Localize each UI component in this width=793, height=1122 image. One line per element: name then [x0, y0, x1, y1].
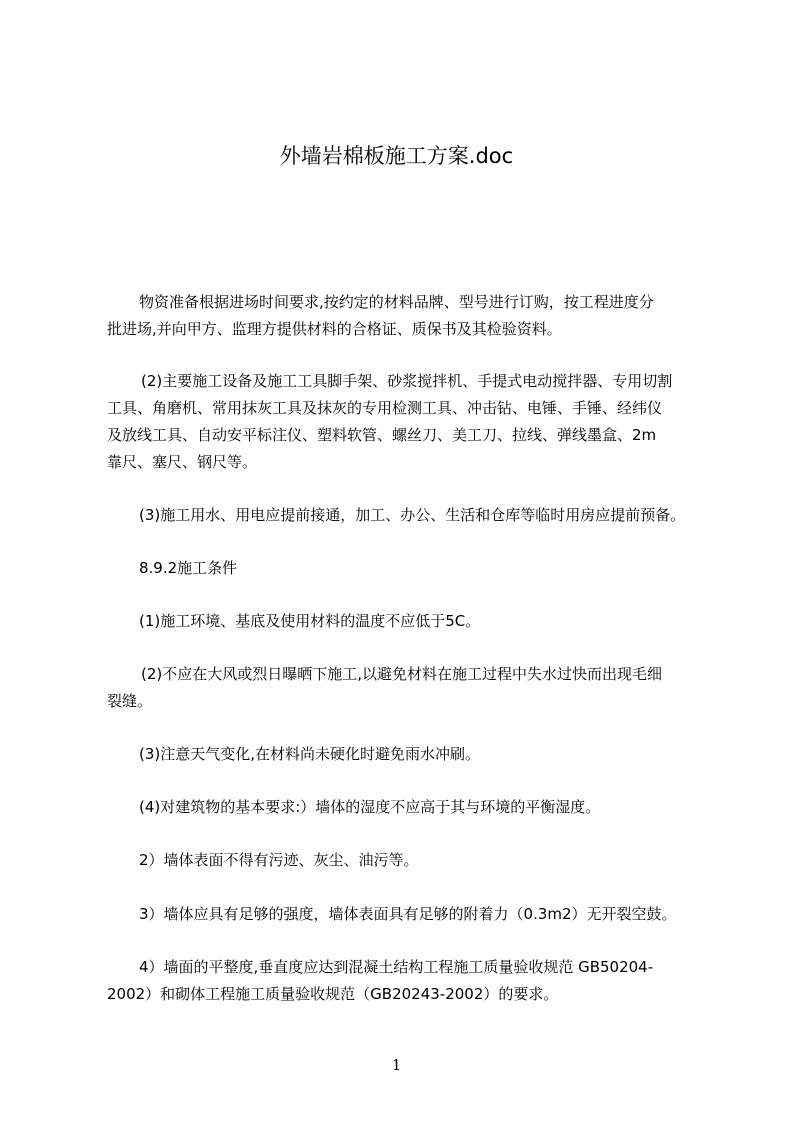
- paragraph-line: 工具、角磨机、常用抹灰工具及抹灰的专用检测工具、冲击钻、电锤、手锤、经纬仪: [107, 399, 663, 417]
- paragraph-line: 2）墙体表面不得有污迹、灰尘、油污等。: [139, 851, 419, 869]
- paragraph-line: (2)主要施工设备及施工工具脚手架、砂浆搅拌机、手提式电动搅拌器、专用切割: [141, 372, 673, 390]
- paragraph-line: 裂缝。: [107, 692, 153, 710]
- paragraph-line: 4）墙面的平整度,垂直度应达到混凝土结构工程施工质量验收规范 GB50204-: [139, 958, 654, 976]
- paragraph-line: (2)不应在大风或烈日曝晒下施工,以避免材料在施工过程中失水过快而出现毛细: [141, 665, 663, 683]
- document-title: 外墙岩棉板施工方案.doc: [279, 144, 514, 168]
- paragraph-line: (3)注意天气变化,在材料尚未硬化时避免雨水冲刷。: [139, 745, 481, 763]
- page-number: 1: [391, 1056, 402, 1074]
- paragraph-line: 靠尺、塞尺、钢尺等。: [107, 453, 258, 471]
- paragraph-line: 物资准备根据进场时间要求,按约定的材料品牌、型号进行订购，按工程进度分: [139, 293, 654, 311]
- paragraph-line: 及放线工具、自动安平标注仪、塑料软管、螺丝刀、美工刀、拉线、弹线墨盒、2m: [107, 426, 657, 444]
- paragraph-line: 批进场,并向甲方、监理方提供材料的合格证、质保书及其检验资料。: [107, 320, 562, 338]
- paragraph-line: (4)对建筑物的基本要求:）墙体的湿度不应高于其与环境的平衡湿度。: [139, 798, 601, 816]
- paragraph-line: 2002）和砌体工程施工质量验收规范（GB20243-2002）的要求。: [107, 985, 559, 1003]
- paragraph-line: 3）墙体应具有足够的强度，墙体表面具有足够的附着力（0.3m2）无开裂空鼓。: [139, 905, 677, 923]
- paragraph-line: (3)施工用水、用电应提前接通，加工、办公、生活和仓库等临时用房应提前预备。: [139, 506, 686, 524]
- section-heading: 8.9.2施工条件: [139, 559, 238, 577]
- paragraph-line: (1)施工环境、基底及使用材料的温度不应低于5C。: [139, 612, 481, 630]
